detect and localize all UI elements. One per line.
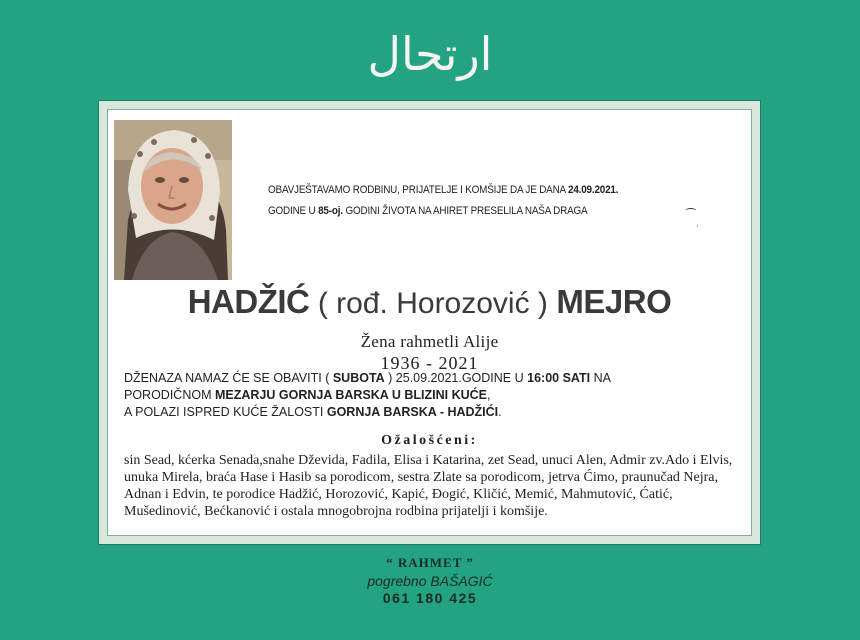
announcement-line-1 (268, 180, 691, 201)
funeral-intro: DŽENAZA NAMAZ ĆE SE OBAVITI ( (124, 371, 333, 385)
obituary-card (107, 109, 752, 536)
announcement-line-2 (268, 201, 691, 222)
announcement-text (268, 180, 691, 222)
funeral-line-3 (124, 404, 724, 421)
funeral-time: 16:00 SATI (527, 371, 591, 385)
portrait-photo (114, 120, 232, 280)
funeral-prayer-info (124, 370, 724, 421)
death-date: 24.09.2021. (568, 184, 619, 196)
funeral-departure-prefix: A POLAZI ISPRED KUĆE ŽALOSTI (124, 405, 327, 419)
funeral-place: MEZARJU GORNJA BARSKA U BLIZINI KUĆE (214, 388, 487, 402)
announcement-age-suffix: GODINI ŽIVOTA NA AHIRET PRESELILA NAŠA DRAGA (342, 205, 588, 217)
funeral-place-prefix: PORODIČNOM (124, 388, 215, 402)
funeral-place-suffix: , (486, 388, 491, 402)
arabic-calligraphy-header: ارتحال (367, 27, 493, 81)
announcement-intro: OBAVJEŠTAVAMO RODBINU, PRIJATELJE I KOMŠIJE DA JE DANA (268, 184, 569, 196)
funeral-service-footer (300, 555, 560, 606)
mourners-heading: Ožalošćeni: (381, 433, 478, 448)
funeral-date: ) 25.09.2021.GODINE U (384, 371, 528, 385)
funeral-service-name: pogrebno BAŠAGIĆ (367, 573, 493, 589)
funeral-line-1 (124, 370, 724, 387)
mourners-list: sin Sead, kćerka Senada,snahe Dževida, Fadila, Elisa i Katarina, zet Sead, unuci Alen, Admir zv.Ado i Elvis, unuka Mirela, braća Hase i Hasib sa porodicom, sestra Zlate sa porodicom, jetrva Ćimo, praunučad Nejra, Adnan i Edvin, te porodice Hadžić, Horozović, Kapić, Đogić, Kličić, Memić, Mahmutović, Ćatić, Mušedinović, Bećkanović i ostala mnogobrojna rodbina prijatelji i komšije. (124, 453, 733, 519)
obituary-card-frame (98, 100, 761, 545)
maiden-name: ( rođ. Horozović ) (317, 287, 548, 320)
funeral-service-phone: 061 180 425 (382, 590, 478, 606)
life-years: 1936 - 2021 (380, 353, 479, 373)
funeral-day: SUBOTA (332, 371, 385, 385)
given-name: MEJRO (556, 283, 672, 320)
scan-mark: ⁔ (686, 196, 696, 210)
funeral-departure: GORNJA BARSKA - HADŽIĆI (326, 405, 499, 419)
surname: HADŽIĆ (187, 283, 310, 320)
age-at-death: 85-oj. (318, 205, 343, 217)
wife-of-line: Žena rahmetli Alije (360, 332, 499, 351)
rahmet-text: “ RAHMET ” (386, 555, 474, 570)
announcement-age-prefix: GODINE U (268, 205, 319, 217)
scan-dot: · (696, 222, 699, 231)
funeral-line-2 (124, 387, 724, 404)
funeral-departure-suffix: . (498, 405, 502, 419)
funeral-na: NA (590, 371, 611, 385)
deceased-name (108, 283, 751, 322)
